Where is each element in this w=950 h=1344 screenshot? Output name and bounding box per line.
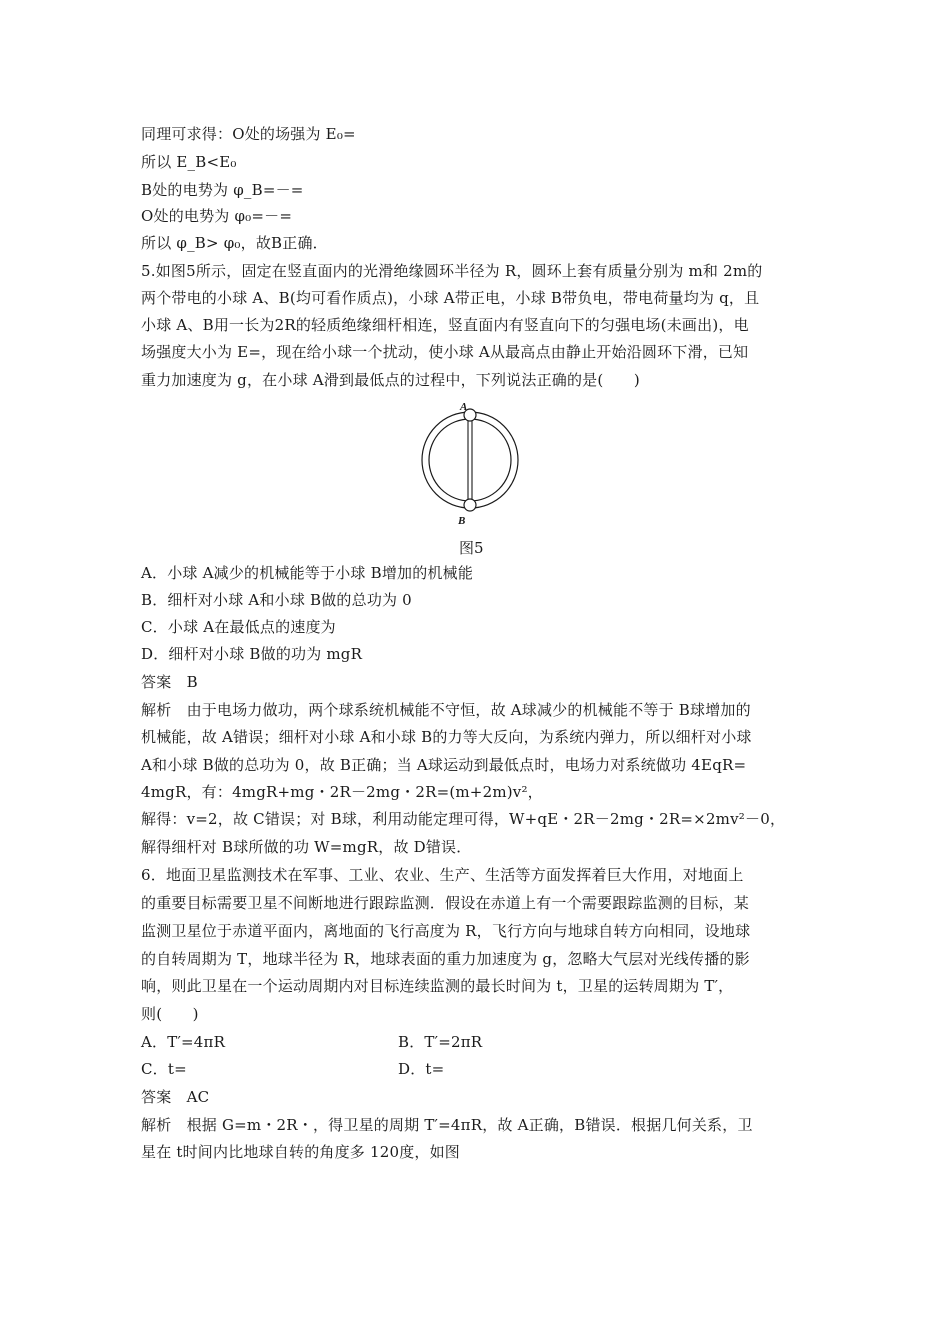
text-line: 同理可求得：O处的场强为 E₀=: [141, 125, 356, 143]
explanation-line: 4mgR，有：4mgR+mg・2R－2mg・2R=(m+2m)v²，: [141, 783, 543, 801]
option-a: A．T′=4πR: [141, 1033, 226, 1051]
explanation-line: 星在 t时间内比地球自转的角度多 120度，如图: [141, 1143, 460, 1161]
question-5-text: 两个带电的小球 A、B(均可看作质点)，小球 A带正电，小球 B带负电，带电荷量均为 q，且: [141, 289, 760, 307]
label-b: B: [458, 515, 466, 527]
question-6-text: 6．地面卫星监测技术在军事、工业、农业、生产、生活等方面发挥着巨大作用，对地面上: [141, 866, 744, 884]
explanation-line: 机械能，故 A错误；细杆对小球 A和小球 B的力等大反向，为系统内弹力，所以细杆对小球: [141, 728, 752, 746]
label-a: A: [460, 401, 468, 413]
question-5-text: 5.如图5所示，固定在竖直面内的光滑绝缘圆环半径为 R，圆环上套有质量分别为 m和 2m的: [141, 262, 763, 280]
question-5-text: 场强度大小为 E=，现在给小球一个扰动，使小球 A从最高点由静止开始沿圆环下滑，已知: [141, 343, 749, 361]
question-5-text: 小球 A、B用一长为2R的轻质绝缘细杆相连，竖直面内有竖直向下的匀强电场(未画出)，电: [141, 316, 749, 334]
text-line: O处的电势为 φ₀=－=: [141, 207, 293, 225]
option-b: B．T′=2πR: [398, 1033, 483, 1051]
question-5-text: 重力加速度为 g，在小球 A滑到最低点的过程中，下列说法正确的是( ): [141, 371, 640, 389]
text-line: B处的电势为 φ_B=－=: [141, 181, 304, 199]
option-d: D．细杆对小球 B做的功为 mgR: [141, 645, 363, 663]
text-line: 所以 E_B<E₀: [141, 153, 237, 171]
explanation-line: A和小球 B做的总功为 0，故 B正确；当 A球运动到最低点时，电场力对系统做功 4EqR=: [141, 756, 747, 774]
question-6-text: 则( ): [141, 1005, 199, 1023]
option-a: A．小球 A减少的机械能等于小球 B增加的机械能: [141, 564, 474, 582]
explanation-line: 解得：v=2，故 C错误；对 B球，利用动能定理可得，W+qE・2R－2mg・2R=×2mv²－0，: [141, 810, 786, 828]
option-b: B．细杆对小球 A和小球 B做的总功为 0: [141, 591, 412, 609]
question-6-text: 的自转周期为 T，地球半径为 R，地球表面的重力加速度为 g，忽略大气层对光线传播的影: [141, 950, 750, 968]
question-6-text: 监测卫星位于赤道平面内，离地面的飞行高度为 R，飞行方向与地球自转方向相同，设地球: [141, 922, 751, 940]
answer: 答案 AC: [141, 1088, 210, 1106]
ball-b: [464, 499, 476, 511]
answer: 答案 B: [141, 673, 198, 691]
question-6-text: 响，则此卫星在一个运动周期内对目标连续监测的最长时间为 t，卫星的运转周期为 T′，: [141, 977, 734, 995]
text-line: 所以 φ_B> φ₀，故B正确．: [141, 234, 328, 252]
option-d: D．t=: [398, 1060, 445, 1078]
outer-ring: [422, 412, 518, 508]
inner-ring: [429, 419, 511, 501]
explanation-line: 解析 由于电场力做功，两个球系统机械能不守恒，故 A球减少的机械能不等于 B球增加的: [141, 701, 751, 719]
ring-figure: [420, 398, 520, 528]
explanation-line: 解析 根据 G=m・2R・，得卫星的周期 T′=4πR，故 A正确，B错误．根据几何关系，卫: [141, 1116, 753, 1134]
option-c: C．t=: [141, 1060, 187, 1078]
explanation-line: 解得细杆对 B球所做的功 W=mgR，故 D错误．: [141, 838, 472, 856]
figure-caption: 图5: [459, 539, 484, 557]
option-c: C．小球 A在最低点的速度为: [141, 618, 336, 636]
question-6-text: 的重要目标需要卫星不间断地进行跟踪监测．假设在赤道上有一个需要跟踪监测的目标，某: [141, 894, 750, 912]
